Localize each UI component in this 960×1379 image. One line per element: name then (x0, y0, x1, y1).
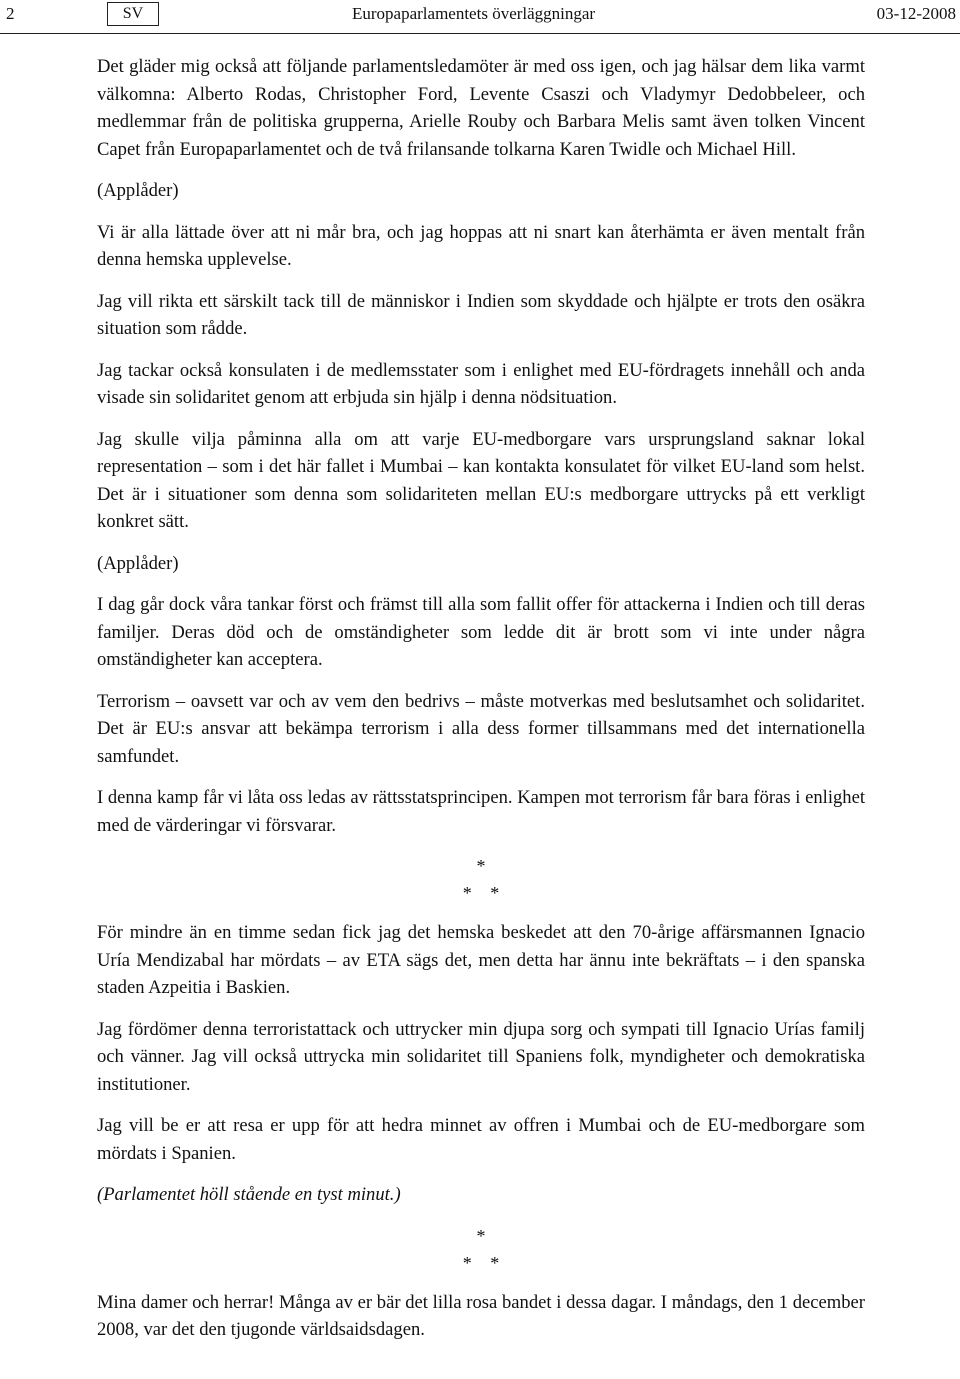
separator-top: * (476, 856, 486, 876)
paragraph-aids-day: Mina damer och herrar! Många av er bär det lilla rosa bandet i dessa dagar. I måndags, den 1 december 2008, var det den tjugonde världsaidsdagen. (97, 1291, 865, 1340)
separator-top: * (476, 1225, 486, 1246)
applause-note: (Applåder) (97, 180, 179, 201)
applause-note: (Applåder) (97, 552, 179, 574)
paragraph-murder-news: För mindre än en timme sedan fick jag det hemska beskedet att den 70-årige affärsmannen Ignacio Uría Mendizabal har mördats – av ETA sägs det, men detta har ännu inte bekräftats – i den spanska staden Azpeitia i Baskien. (97, 922, 865, 998)
paragraph-relief: Vi är alla lättade över att ni mår bra, och jag hoppas att ni snart kan återhämta er även mentalt från denna hemska upplevelse. (97, 221, 865, 270)
section-separator (97, 853, 865, 907)
language-label: SV (107, 2, 159, 26)
paragraph-victims: I dag går dock våra tankar först och främst till alla som fallit offer för attackerna i Indien och till deras familjer. Deras död och de omständigheter som ledde dit är brott som vi inte under några omständigheter kan acceptera. (97, 594, 865, 670)
separator-bottom: * * (462, 1252, 500, 1273)
minute-silence-note: (Parlamentet höll stående en tyst minut.) (97, 1184, 401, 1205)
section-separator (97, 1223, 865, 1277)
page-header (0, 0, 960, 34)
paragraph-welcome: Det gläder mig också att följande parlamentsledamöter är med oss igen, och jag hälsar dem lika varmt välkomna: Alberto Rodas, Christopher Ford, Levente Csaszi och Vladymyr Dedobbeleer, och medlemmar från de politiska grupperna, Arielle Rouby och Barbara Melis samt även tolken Vincent Capet från Europaparlamentet och de två frilansande tolkarna Karen Twidle och Michael Hill. (97, 56, 865, 160)
page-number: 2 (6, 4, 15, 23)
paragraph-terrorism: Terrorism – oavsett var och av vem den bedrivs – måste motverkas med beslutsamhet och solidaritet. Det är EU:s ansvar att bekämpa terrorism i alla dess former tillsammans med det internationella samfundet. (97, 690, 865, 767)
document-body (97, 53, 865, 1358)
document-date: 03-12-2008 (876, 4, 956, 23)
paragraph-condemnation: Jag fördömer denna terroristattack och uttrycker min djupa sorg och sympati till Ignacio Urías familj och vänner. Jag vill också uttrycka min solidaritet till Spaniens folk, myndigheter och demokratiska institutioner. (97, 1018, 865, 1095)
paragraph-thanks-consulates: Jag tackar också konsulaten i de medlemsstater som i enlighet med EU-fördragets innehåll och anda visade sin solidaritet genom att erbjuda sin hjälp i denna nödsituation. (97, 359, 865, 408)
separator-bottom: * * (462, 883, 500, 903)
paragraph-stand-up: Jag vill be er att resa er upp för att hedra minnet av offren i Mumbai och de EU-medborgare som mördats i Spanien. (97, 1115, 865, 1164)
document-title: Europaparlamentets överläggningar (352, 4, 596, 23)
paragraph-reminder: Jag skulle vilja påminna alla om att varje EU-medborgare vars ursprungsland saknar lokal representation – som i det här fallet i Mumbai – kan kontakta konsulatet för vilket EU-land som helst. Det är i situationer som denna som solidariteten mellan EU:s medborgare uttrycks på ett verkligt konkret sätt. (97, 428, 865, 532)
paragraph-rule-of-law: I denna kamp får vi låta oss ledas av rättsstatsprincipen. Kampen mot terrorism får bara föras i enlighet med de värderingar vi försvarar. (97, 787, 865, 836)
paragraph-thanks-india: Jag vill rikta ett särskilt tack till de människor i Indien som skyddade och hjälpte er trots den osäkra situation som rådde. (97, 290, 865, 339)
